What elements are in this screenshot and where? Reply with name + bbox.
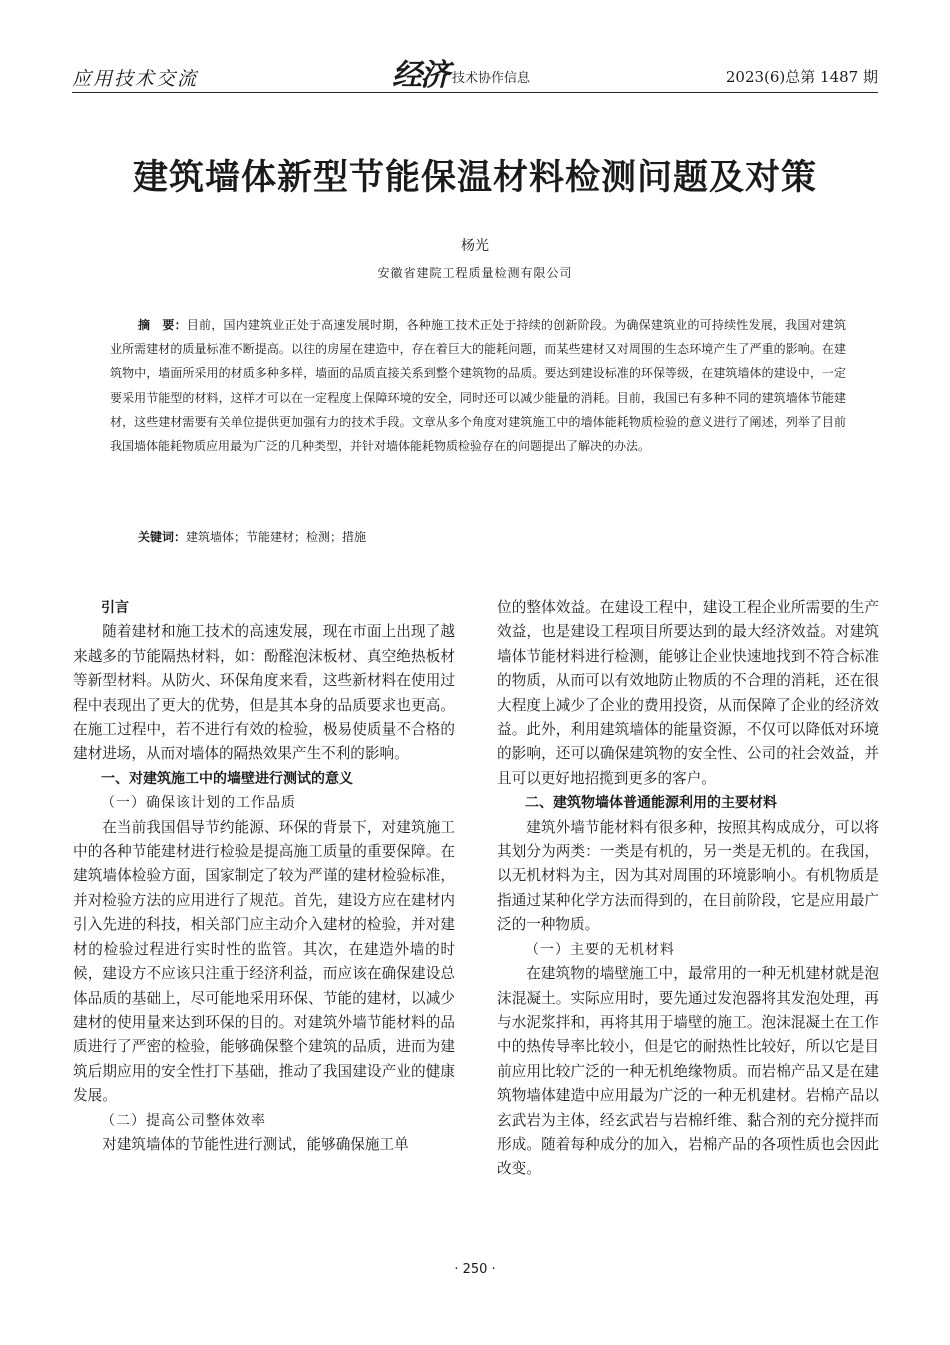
abstract-label: 摘 要： bbox=[138, 318, 187, 332]
abstract bbox=[110, 313, 846, 458]
section-heading-2: 二、建筑物墙体普通能源利用的主要材料 bbox=[525, 795, 777, 812]
page-number: · 250 · bbox=[454, 1262, 496, 1277]
intro-heading: 引言 bbox=[101, 600, 129, 616]
section-label: 应用技术交流 bbox=[72, 68, 199, 90]
journal-logo bbox=[392, 56, 530, 92]
article-title: 建筑墙体新型节能保温材料检测问题及对策 bbox=[132, 158, 817, 198]
subsection-3-paragraph: 在建筑物的墙壁施工中，最常用的一种无机建材就是泡沫混凝土。实际应用时，要先通过发泡器将其发泡处理，再与水泥浆拌和，再将其用于墙壁的施工。泡沫混凝土在工作中的热传导率比较小，但是它的耐热性比较好，所以它是目前应用比较广泛的一种无机绝缘物质。而岩棉产品又是在建筑物墙体建造中应用最为广泛的一种无机建材。岩棉产品以玄武岩为主体，经玄武岩与岩棉纤维、黏合剂的充分搅拌而形成。随着每种成分的加入，岩棉产品的各项性质也会因此改变。 bbox=[497, 965, 879, 1178]
header-divider bbox=[72, 92, 878, 93]
section-heading-1: 一、对建筑施工中的墙壁进行测试的意义 bbox=[101, 770, 353, 787]
subsection-heading-1: （一）确保该计划的工作品质 bbox=[101, 795, 296, 812]
keywords bbox=[138, 528, 366, 545]
body-column-left bbox=[73, 596, 455, 1157]
subsection-1-paragraph: 在当前我国倡导节约能源、环保的背景下，对建筑施工中的各种节能建材进行检验是提高施工质量的重要保障。在建筑墙体检验方面，国家制定了较为严谨的建材检验标准，并对检验方法的应用进行了规范。首先，建设方应在建材内引入先进的科技，相关部门应主动介入建材的检验，并对建材的检验过程进行实时性的监管。其次，在建造外墙的时候，建设方不应该只注重于经济利益，而应该在确保建设总体品质的基础上，尽可能地采用环保、节能的建材，以减少建材的使用量来达到环保的目的。对建筑外墙节能材料的品质进行了严密的检验，能够确保整个建筑的品质，进而为建筑后期应用的安全性打下基础，推动了我国建设产业的健康发展。 bbox=[73, 818, 455, 1105]
abstract-text: 目前，国内建筑业正处于高速发展时期，各种施工技术正处于持续的创新阶段。为确保建筑业的可持续性发展，我国对建筑业所需建材的质量标准不断提高。以往的房屋在建造中，存在着巨大的能耗问题，而某些建材又对周围的生态环境产生了严重的影响。在建筑物中，墙面所采用的材质多种多样，墙面的品质直接关系到整个建筑物的品质。要达到建设标准的环保等级，在建筑墙体的建设中，一定要采用节能型的材料，这样才可以在一定程度上保障环境的安全，同时还可以减少能量的消耗。目前，我国已有多种不同的建筑墙体节能建材，这些建材需要有关单位提供更加强有力的技术手段。文章从多个角度对建筑施工中的墙体能耗物质检验的意义进行了阐述，列举了目前我国墙体能耗物质应用最为广泛的几种类型，并针对墙体能耗物质检验存在的问题提出了解决的办法。 bbox=[110, 318, 846, 454]
keywords-label: 关键词： bbox=[138, 530, 187, 544]
logo-subtitle: 技术协作信息 bbox=[452, 71, 531, 86]
author-affiliation: 安徽省建院工程质量检测有限公司 bbox=[377, 266, 573, 280]
body-column-right bbox=[497, 596, 879, 1182]
subsection-heading-2: （二）提高公司整体效率 bbox=[101, 1112, 266, 1129]
running-header bbox=[72, 56, 878, 92]
author-name: 杨光 bbox=[461, 238, 489, 254]
keywords-text: 建筑墙体；节能建材；检测；措施 bbox=[186, 530, 367, 544]
section-2-paragraph: 建筑外墙节能材料有很多种，按照其构成成分，可以将其划分为两类：一类是有机的，另一类是无机的。在我国，以无机材料为主，因为其对周围的环境影响小。有机物质是指通过某种化学方法而得到的，在目前阶段，它是应用最广泛的一种物质。 bbox=[497, 818, 879, 934]
subsection-heading-3: （一）主要的无机材料 bbox=[525, 941, 675, 958]
issue-info: 2023(6)总第 1487 期 bbox=[725, 68, 878, 86]
continued-paragraph: 位的整体效益。在建设工程中，建设工程企业所需要的生产效益，也是建设工程项目所要达到的最大经济效益。对建筑墙体节能材料进行检测，能够让企业快速地找到不符合标准的物质，从而可以有效地防止物质的不合理的消耗，还在很大程度上减少了企业的费用投资，从而保障了企业的经济效益。此外，利用建筑墙体的能量资源，不仅可以降低对环境的影响，还可以确保建筑物的安全性、公司的社会效益，并且可以更好地招揽到更多的客户。 bbox=[497, 599, 879, 787]
logo-text: 经济 bbox=[392, 58, 448, 93]
subsection-2-paragraph: 对建筑墙体的节能性进行测试，能够确保施工单 bbox=[102, 1135, 409, 1153]
intro-paragraph: 随着建材和施工技术的高速发展，现在市面上出现了越来越多的节能隔热材料，如：酚醛泡沫板材、真空绝热板材等新型材料。从防火、环保角度来看，这些新材料在使用过程中表现出了更大的优势，但是其本身的品质要求也更高。在施工过程中，若不进行有效的检验，极易使质量不合格的建材进场，从而对墙体的隔热效果产生不利的影响。 bbox=[73, 623, 455, 763]
